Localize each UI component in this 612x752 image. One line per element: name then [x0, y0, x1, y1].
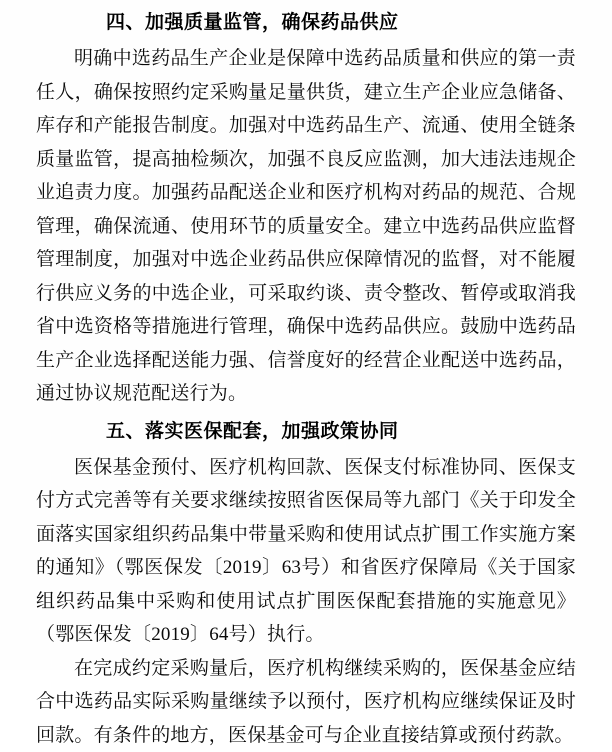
section-five-paragraph-1: 医保基金预付、医疗机构回款、医保支付标准协同、医保支付方式完善等有关要求继续按照省医保局等九部门《关于印发全面落实国家组织药品集中带量采购和使用试点扩围工作实施方案的通知》（鄂医保发〔2019〕63号）和省医疗保障局《关于国家组织药品集中采购和使用试点扩围医保配套措施的实施意见》（鄂医保发〔2019〕64号）执行。 [36, 451, 576, 652]
section-four [36, 6, 576, 411]
section-five [36, 415, 576, 752]
section-four-heading: 四、加强质量监管，确保药品供应 [36, 6, 576, 40]
section-five-heading: 五、落实医保配套，加强政策协同 [36, 415, 576, 449]
section-five-paragraph-2: 在完成约定采购量后，医疗机构继续采购的，医保基金应结合中选药品实际采购量继续予以预付，医疗机构应继续保证及时回款。有条件的地方，医保基金可与企业直接结算或预付药款。 [36, 652, 576, 752]
section-four-paragraph-1: 明确中选药品生产企业是保障中选药品质量和供应的第一责任人，确保按照约定采购量足量供货，建立生产企业应急储备、库存和产能报告制度。加强对中选药品生产、流通、使用全链条质量监管，提高抽检频次，加强不良反应监测，加大违法违规企业追责力度。加强药品配送企业和医疗机构对药品的规范、合规管理，确保流通、使用环节的质量安全。建立中选药品供应监督管理制度，加强对中选企业药品供应保障情况的监督，对不能履行供应义务的中选企业，可采取约谈、责令整改、暂停或取消我省中选资格等措施进行管理，确保中选药品供应。鼓励中选药品生产企业选择配送能力强、信誉度好的经营企业配送中选药品，通过协议规范配送行为。 [36, 42, 576, 411]
